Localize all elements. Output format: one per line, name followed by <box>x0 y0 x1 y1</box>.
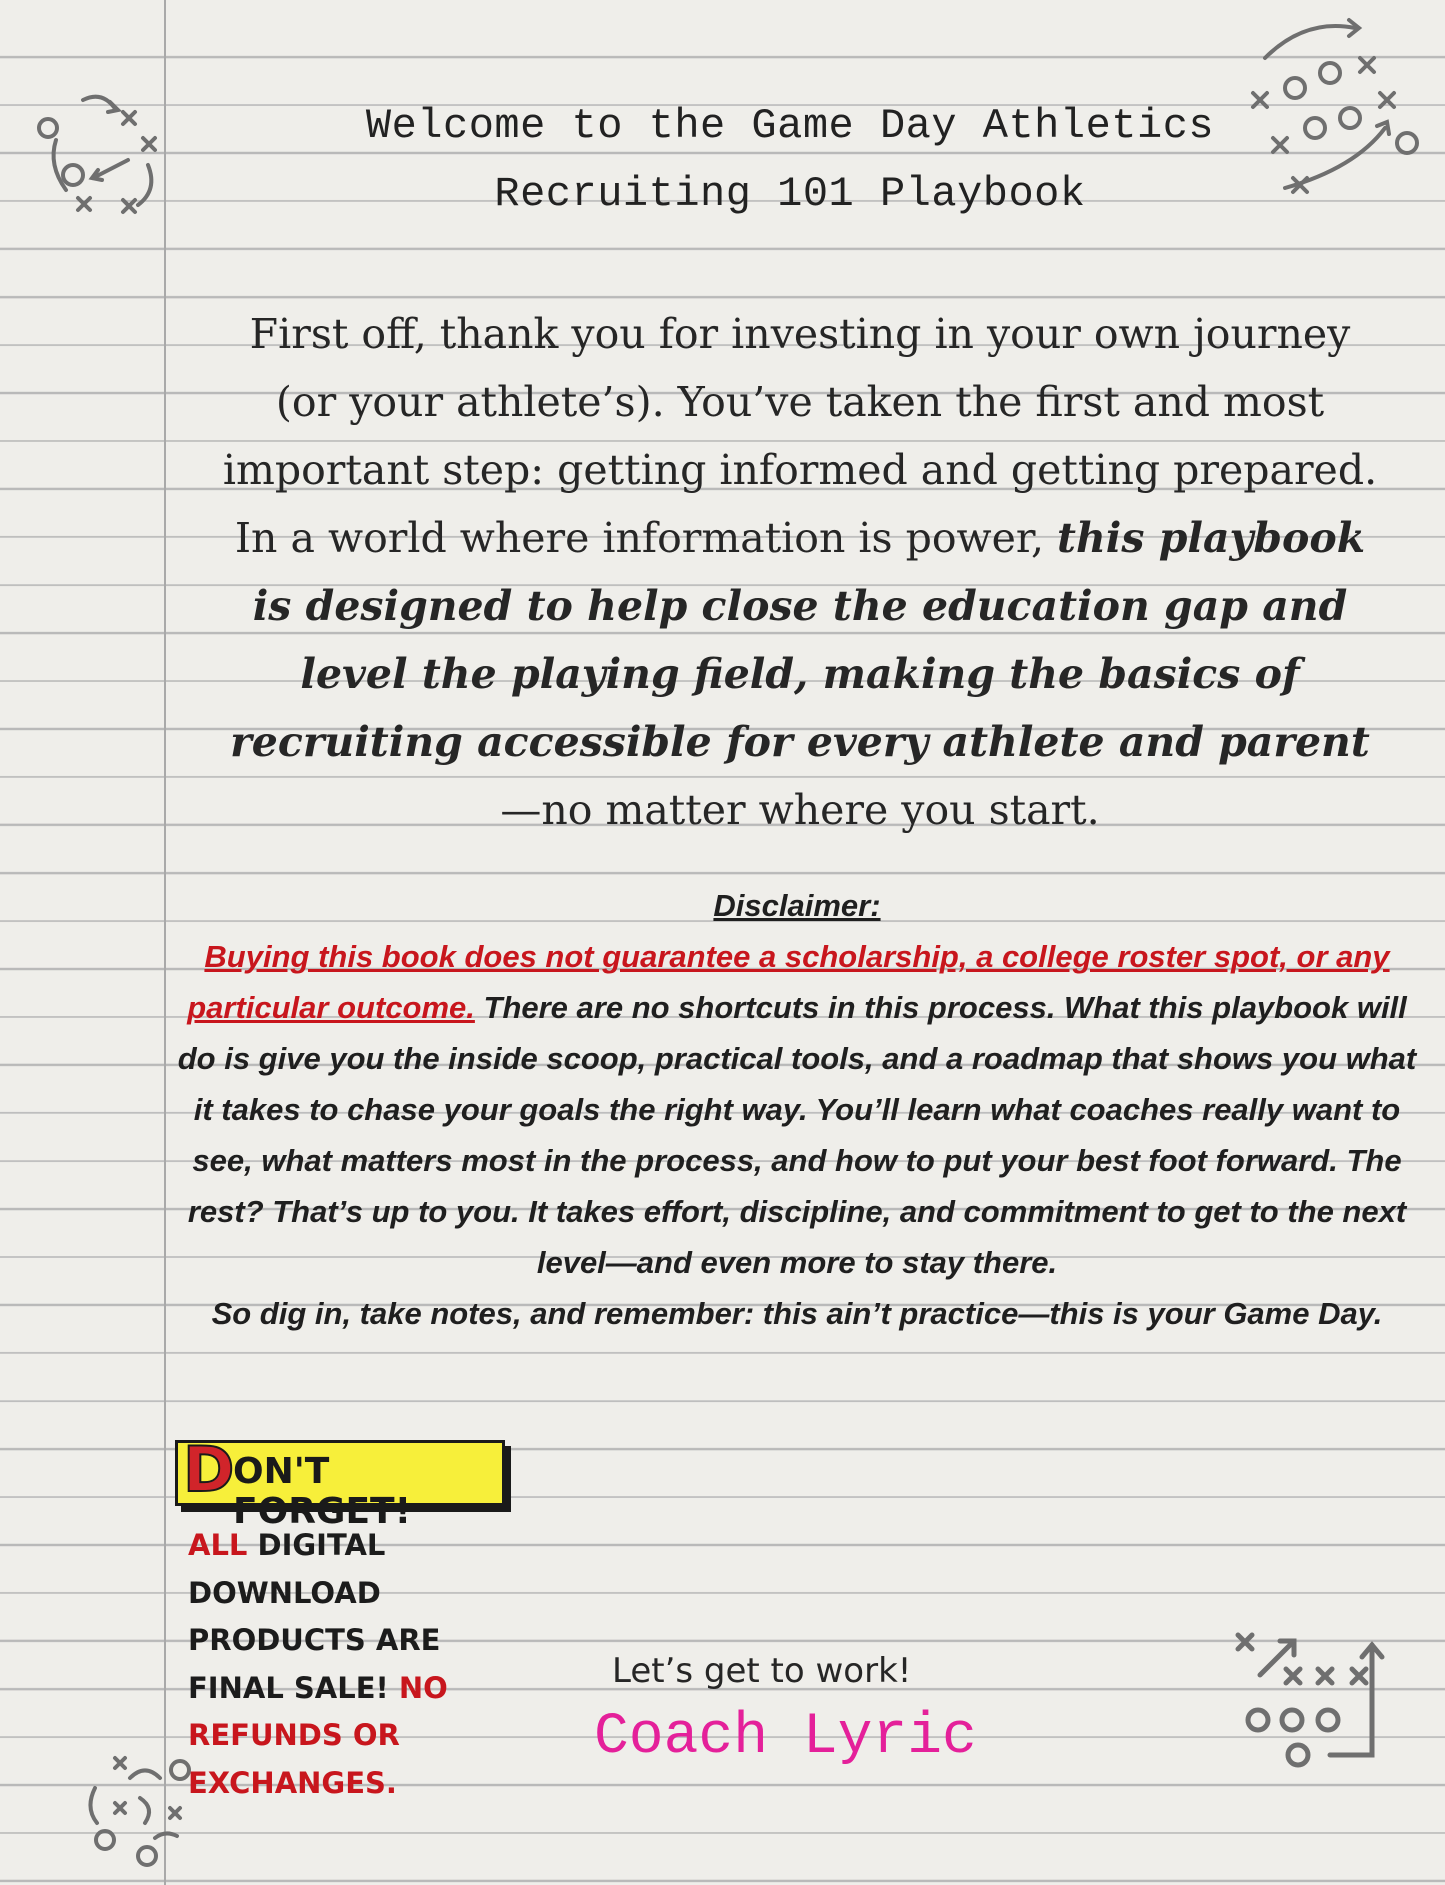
final-sale-part-3: NO REFUNDS OR EXCHANGES. <box>188 1670 448 1800</box>
final-sale-notice <box>188 1522 488 1807</box>
disclaimer-paragraph <box>172 931 1422 1288</box>
disclaimer-body: There are no shortcuts in this process. What this playbook will do is give you the inside scoop, practical tools, and a roadmap that shows you what it takes to chase your goals the right way. You’ll learn what coaches really want to see, what matters most in the process, and how to put your best foot forward. The rest? That’s up to you. It takes effort, discipline, and commitment to get to the next level—and even more to stay there. <box>177 990 1417 1280</box>
play-diagram-icon-bottom-left <box>85 1748 205 1878</box>
dont-forget-badge <box>175 1433 505 1532</box>
disclaimer-heading: Disclaimer: <box>713 888 881 923</box>
page-title <box>260 92 1320 228</box>
intro-text-before: First off, thank you for investing in your own journey (or your athlete’s). You’ve taken the first and most important step: getting informed and getting prepared. In a world where information is power, <box>222 310 1378 562</box>
badge-text: ON'T FORGET! <box>233 1451 412 1532</box>
final-sale-part-2: DIGITAL DOWNLOAD PRODUCTS ARE FINAL SALE! <box>188 1528 441 1705</box>
intro-paragraph <box>215 300 1385 844</box>
title-line-1: Welcome to the Game Day Athletics <box>365 102 1215 150</box>
intro-emphasis: this playbook is designed to help close the education gap and level the playing field, making the basics of recruiting accessible for every athlete and parent <box>230 514 1370 766</box>
signature: Coach Lyric <box>594 1705 977 1770</box>
disclaimer-section <box>172 880 1422 1339</box>
notebook-margin-line <box>164 0 166 1885</box>
title-line-2: Recruiting 101 Playbook <box>494 170 1086 218</box>
final-sale-part-1: ALL <box>188 1528 248 1562</box>
intro-text-after: —no matter where you start. <box>500 786 1100 834</box>
disclaimer-warning: Buying this book does not guarantee a scholarship, a college roster spot, or any particular outcome. <box>187 939 1390 1025</box>
signoff-tagline: Let’s get to work! <box>612 1651 912 1691</box>
badge-letter: D <box>183 1433 235 1506</box>
play-diagram-icon-top-left <box>28 90 178 230</box>
play-diagram-icon-bottom-right <box>1230 1625 1410 1775</box>
disclaimer-closing: So dig in, take notes, and remember: this ain’t practice—this is your Game Day. <box>211 1296 1383 1331</box>
